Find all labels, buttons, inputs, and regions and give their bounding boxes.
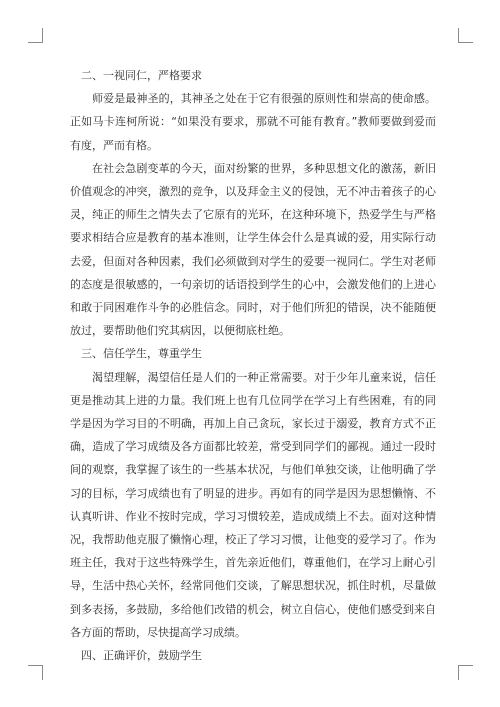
crop-mark-top-right [458, 28, 473, 43]
document-body [70, 64, 436, 667]
paragraph: 师爱是最神圣的，其神圣之处在于它有很强的原则性和崇高的使命感。正如马卡连柯所说：“如果没有要求，那就不可能有教育。”教师要做到爱而有度，严而有格。 [70, 92, 436, 152]
section-heading-3: 三、信任学生，尊重学生 [81, 347, 202, 361]
paragraph: 渴望理解，渴望信任是人们的一种正常需要。对于少年儿童来说，信任更是推动其上进的力量。我们班上也有几位同学在学习上有些困难，有的同学是因为学习目的不明确，再加上自己贪玩，家长过于溺爱，教育方式不正确，造成了学习成绩及各方面都比较差，常受到同学们的鄙视。通过一段时间的观察，我掌握了该生的一些基本状况，与他们单独交谈，让他明确了学习的目标，学习成绩也有了明显的进步。再如有的同学是因为思想懒惰、不认真听讲、作业不按时完成，学习习惯较差，造成成绩上不去。面对这种情况，我帮助他克服了懒惰心理，校正了学习习惯，让他变的爱学习了。作为班主任，我对于这些特殊学生，首先亲近他们，尊重他们，在学习上耐心引导，生活中热心关怀，经常同他们交谈，了解思想状况，抓住时机，尽量做到多表扬，多鼓励，多给他们改错的机会，树立自信心，使他们感受到来自各方面的帮助，尽快提高学习成绩。 [70, 370, 436, 639]
section-heading-4: 四、正确评价，鼓励学生 [81, 649, 202, 663]
crop-mark-bottom-left [28, 665, 43, 680]
section-heading-2: 二、一视同仁，严格要求 [81, 69, 202, 82]
crop-mark-top-left [28, 28, 43, 43]
paragraph: 在社会急剧变革的今天，面对纷繁的世界，多种思想文化的激荡，新旧价值观念的冲突，激烈的竞争，以及拜金主义的侵蚀，无不冲击着孩子的心灵，纯正的师生之情失去了它原有的光环，在这种环境下，热爱学生与严格要求相结合应是教育的基本准则，让学生体会什么是真诚的爱，用实际行动去爱，但面对各种因素，我们必须做到对学生的爱要一视同仁。学生对老师的态度是很敏感的，一句亲切的话语投到学生的心中，会激发他们的上进心和敢于同困难作斗争的必胜信念。同时，对于他们所犯的错误，决不能随便放过，要帮助他们究其病因，以便彻底杜绝。 [70, 161, 436, 338]
crop-mark-bottom-right [458, 665, 473, 680]
